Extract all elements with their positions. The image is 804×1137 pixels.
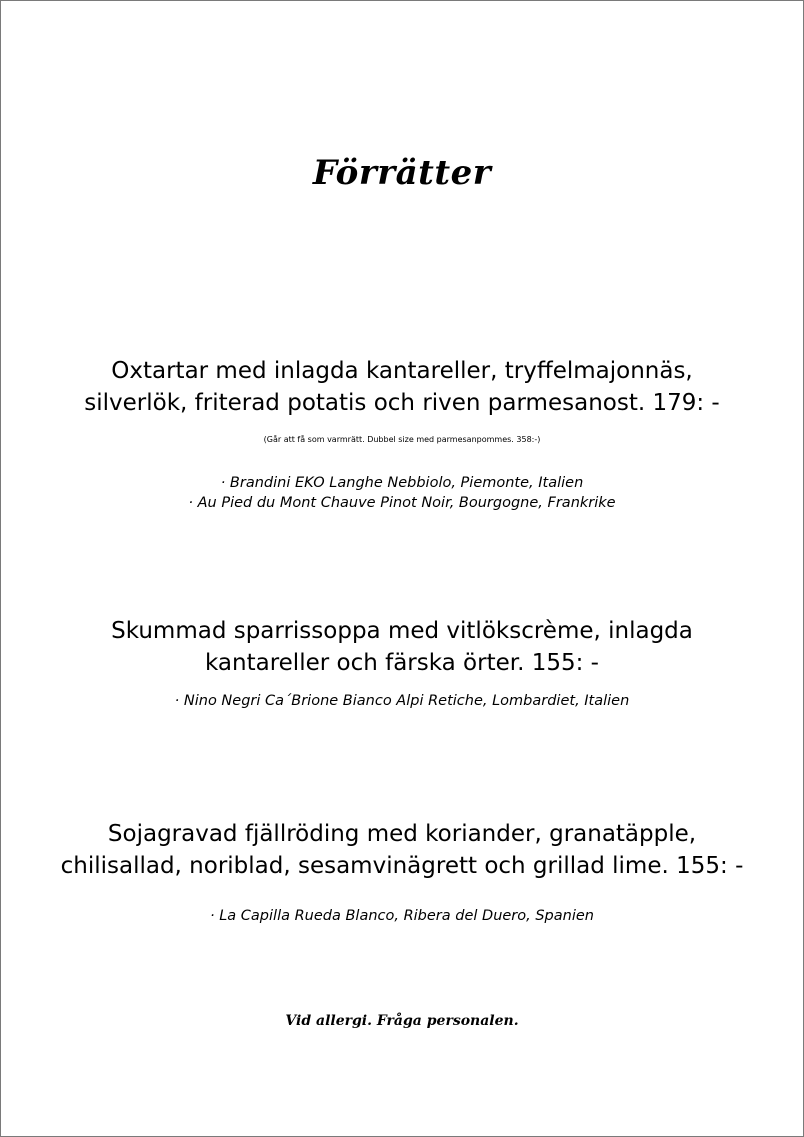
- dish-description: [1, 818, 803, 882]
- dish-line: Oxtartar med inlagda kantareller, tryffelmajonnäs,: [111, 358, 693, 384]
- dish-line: silverlök, friterad potatis och riven parmesanost. 179: -: [84, 390, 720, 416]
- wine-item: · Nino Negri Ca´Brione Bianco Alpi Retiche, Lombardiet, Italien: [174, 693, 630, 709]
- dish-line: chilisallad, noriblad, sesamvinägrett och grillad lime. 155: -: [60, 853, 744, 879]
- menu-title: Förrätter: [312, 153, 492, 193]
- wine-pairings: [1, 691, 803, 711]
- dish-description: [1, 615, 803, 679]
- dish-line: Skummad sparrissoppa med vitlökscrème, inlagda: [111, 618, 693, 644]
- dish-description: [1, 355, 803, 419]
- allergy-notice: Vid allergi. Fråga personalen.: [285, 1013, 519, 1029]
- wine-item: · Au Pied du Mont Chauve Pinot Noir, Bourgogne, Frankrike: [188, 495, 616, 511]
- wine-item: · La Capilla Rueda Blanco, Ribera del Duero, Spanien: [210, 908, 594, 924]
- wine-pairings: [1, 473, 803, 513]
- dish-line: Sojagravad fjällröding med koriander, granatäpple,: [107, 821, 697, 847]
- dish-line: kantareller och färska örter. 155: -: [205, 650, 599, 676]
- wine-item: · Brandini EKO Langhe Nebbiolo, Piemonte, Italien: [220, 475, 584, 491]
- wine-pairings: [1, 906, 803, 926]
- dish-note: (Går att få som varmrätt. Dubbel size med parmesanpommes. 358:-): [263, 435, 541, 444]
